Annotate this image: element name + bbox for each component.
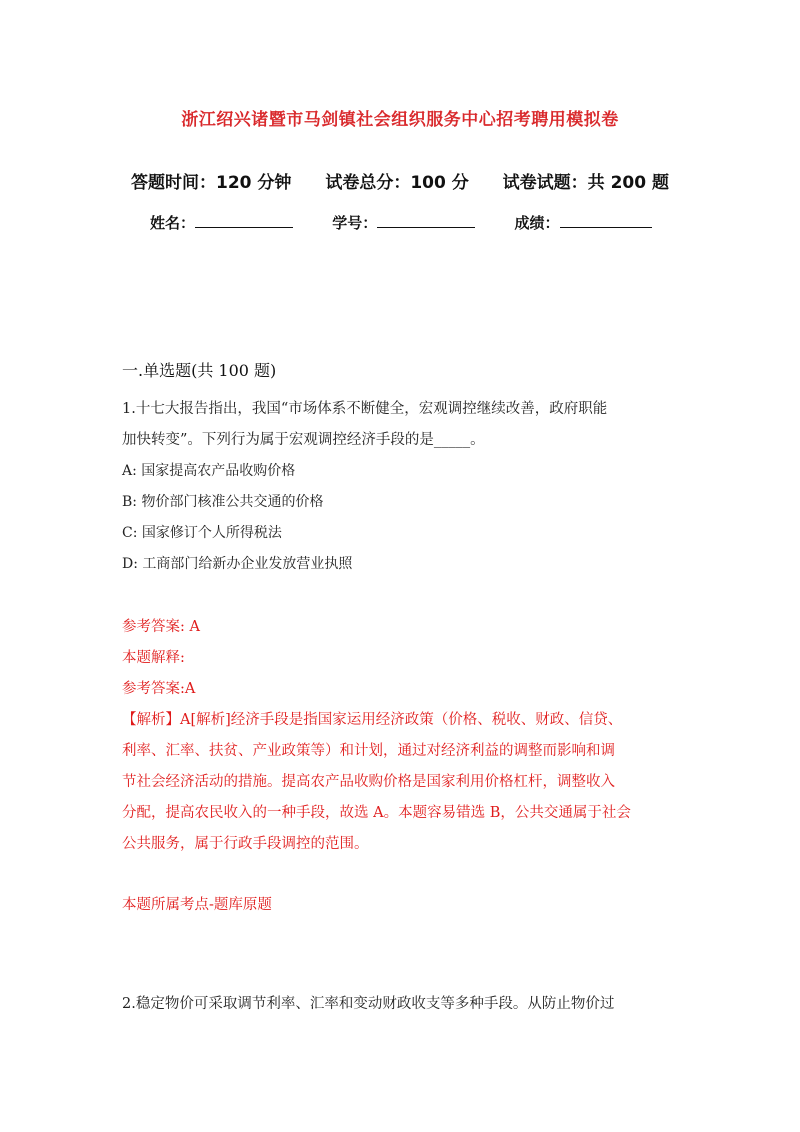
q1-source: 本题所属考点-题库原题 xyxy=(122,897,272,913)
q1-option-b: B: 物价部门核准公共交通的价格 xyxy=(122,494,324,510)
q1-analysis-line: 节社会经济活动的措施。提高农产品收购价格是国家利用价格杠杆，调整收入 xyxy=(122,774,615,790)
q1-option-a: A: 国家提高农产品收购价格 xyxy=(122,463,296,479)
q1-option-d: D: 工商部门给新办企业发放营业执照 xyxy=(122,556,353,572)
q1-explain-label: 本题解释: xyxy=(122,650,185,666)
number-label: 学号： xyxy=(332,214,378,232)
exam-time: 答题时间：120 分钟 xyxy=(131,173,292,193)
q1-option-c: C: 国家修订个人所得税法 xyxy=(122,525,282,541)
q2-stem-line1: 2.稳定物价可采取调节利率、汇率和变动财政收支等多种手段。从防止物价过 xyxy=(122,996,615,1012)
name-field xyxy=(150,212,293,233)
name-blank xyxy=(195,213,293,228)
q1-analysis-line: 利率、汇率、扶贫、产业政策等）和计划，通过对经济利益的调整而影响和调 xyxy=(122,743,615,759)
q1-analysis-line: 【解析】A[解析]经济手段是指国家运用经济政策（价格、税收、财政、信贷、 xyxy=(122,712,623,728)
number-field xyxy=(332,212,475,233)
q1-analysis-line: 分配，提高农民收入的一种手段，故选 A。本题容易错选 B，公共交通属于社会 xyxy=(122,805,631,821)
name-label: 姓名： xyxy=(150,214,196,232)
section-heading: 一.单选题(共 100 题) xyxy=(122,361,277,380)
exam-title: 浙江绍兴诸暨市马剑镇社会组织服务中心招考聘用模拟卷 xyxy=(181,110,619,130)
q1-answer: 参考答案: A xyxy=(122,619,200,635)
q1-stem-line2: 加快转变”。下列行为属于宏观调控经济手段的是_____。 xyxy=(122,432,485,448)
exam-total-score: 试卷总分：100 分 xyxy=(325,173,469,193)
exam-question-count: 试卷试题：共 200 题 xyxy=(502,173,669,193)
score-label: 成绩： xyxy=(514,214,560,232)
score-blank xyxy=(560,213,652,228)
q1-analysis-line: 公共服务，属于行政手段调控的范围。 xyxy=(122,836,369,852)
question-content xyxy=(122,394,682,1020)
q1-stem-line1: 1.十七大报告指出，我国“市场体系不断健全，宏观调控继续改善，政府职能 xyxy=(122,401,608,417)
student-fields xyxy=(150,212,710,233)
score-field xyxy=(515,212,652,233)
q1-answer-repeat: 参考答案:A xyxy=(122,681,196,697)
exam-meta xyxy=(0,168,800,193)
number-blank xyxy=(377,213,475,228)
